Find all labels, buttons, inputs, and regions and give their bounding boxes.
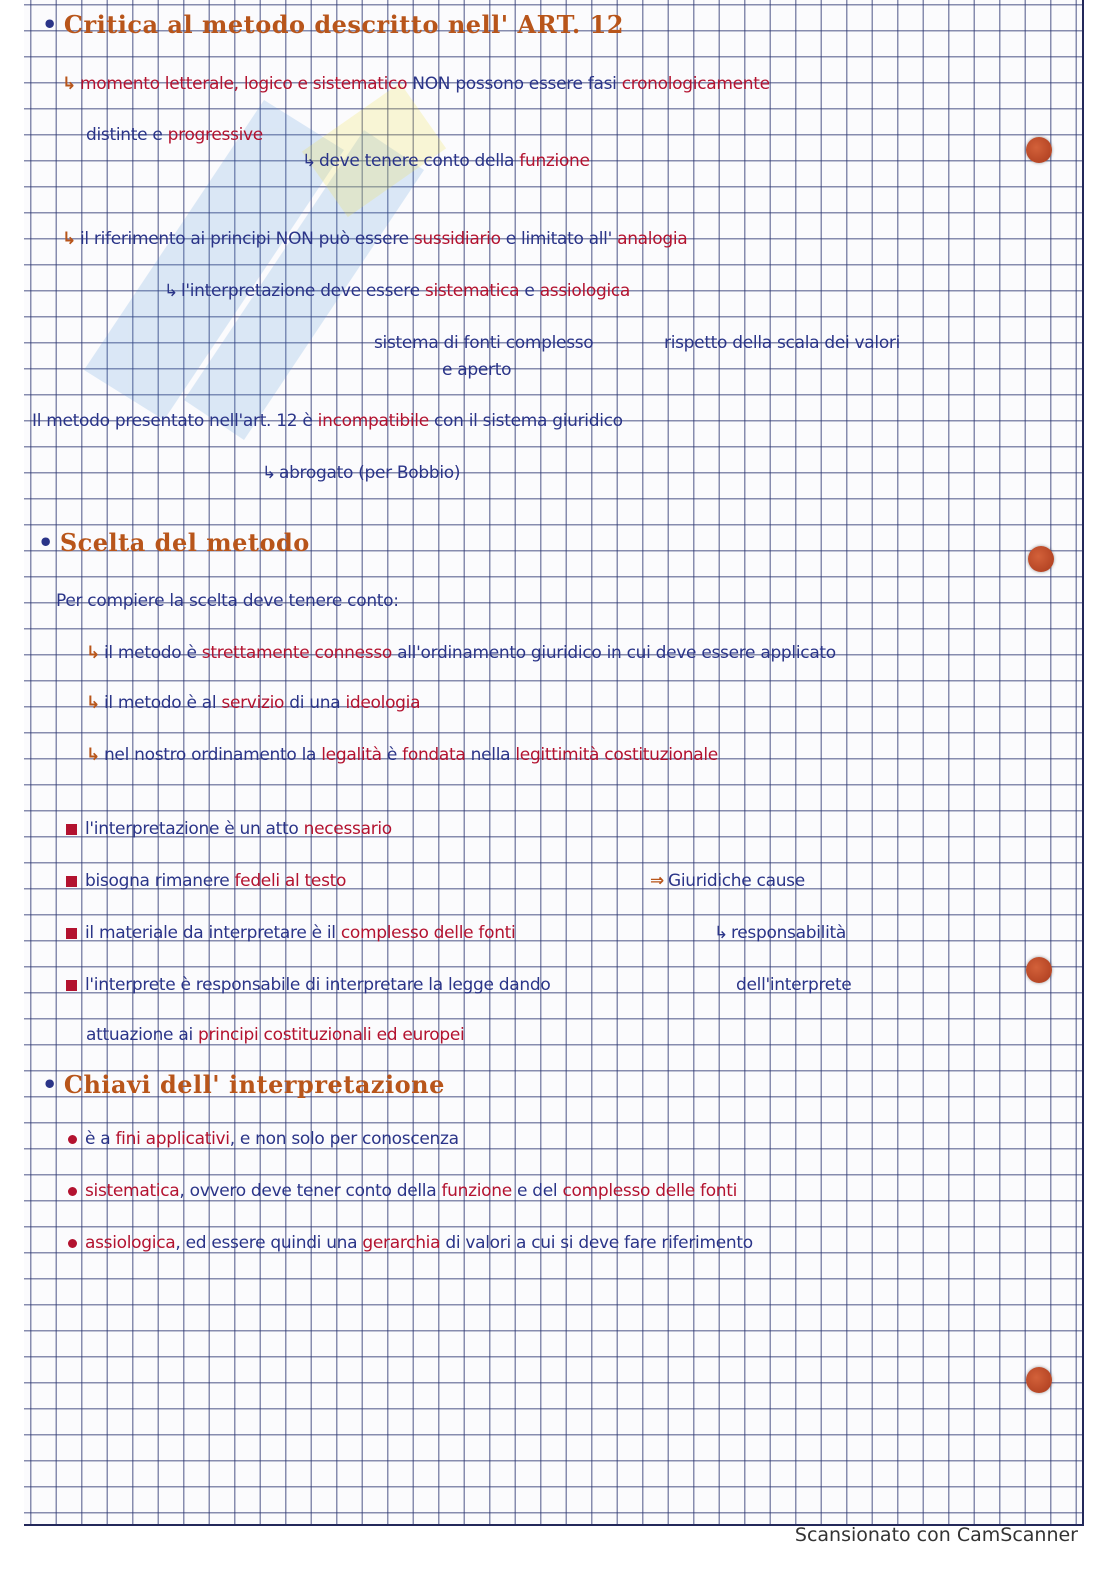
arrow-icon: ↳ (86, 693, 100, 713)
critica-line-6b: rispetto della scala dei valori (664, 333, 901, 353)
scelta-line-1: ↳ il metodo è strettamente connesso all'ordinamento giuridico in cui deve essere applicato (86, 643, 836, 663)
binder-hole (1026, 957, 1052, 983)
bullet-dot: • (38, 528, 54, 557)
bullet-dot: • (42, 10, 58, 39)
camscanner-footer: Scansionato con CamScanner (794, 1524, 1078, 1546)
notebook-page (24, 0, 1084, 1526)
scelta-bullet-1: l'interpretazione è un atto necessario (66, 818, 392, 840)
scelta-intro: Per compiere la scelta deve tenere conto: (56, 591, 399, 611)
chiavi-line-3: assiologica, ed essere quindi una gerarchia di valori a cui si deve fare riferimento (68, 1232, 753, 1254)
scelta-bullet-3: il materiale da interpretare è il complesso delle fonti (66, 922, 515, 944)
arrow-icon: ↳ (164, 281, 178, 301)
heading-chiavi: • Chiavi dell' interpretazione (42, 1070, 445, 1099)
binder-hole (1026, 137, 1052, 163)
square-bullet-icon (66, 980, 77, 991)
critica-line-8: Il metodo presentato nell'art. 12 è incompatibile con il sistema giuridico (32, 411, 623, 431)
arrow-icon: ↳ (62, 74, 76, 94)
critica-line-6a: sistema di fonti complesso (374, 333, 594, 353)
scelta-side-3: dell'interprete (736, 975, 852, 995)
square-bullet-icon (66, 876, 77, 887)
critica-line-5: ↳ l'interpretazione deve essere sistematica e assiologica (164, 281, 631, 301)
chiavi-line-1: è a fini applicativi, e non solo per conoscenza (68, 1128, 459, 1150)
arrow-icon: ↳ (62, 229, 76, 249)
arrow-icon: ↳ (302, 151, 316, 171)
binder-hole (1028, 546, 1054, 572)
heading-scelta: • Scelta del metodo (38, 528, 310, 557)
critica-line-2: distinte e progressive (86, 125, 263, 145)
scelta-side-1: ⇒ Giuridiche cause (650, 871, 805, 891)
scelta-bullet-4: l'interprete è responsabile di interpretare la legge dando (66, 974, 550, 996)
critica-line-7: e aperto (442, 360, 512, 380)
critica-line-9: ↳ abrogato (per Bobbio) (262, 463, 461, 483)
double-arrow-icon: ⇒ (650, 871, 664, 891)
arrow-icon: ↳ (86, 745, 100, 765)
scelta-side-2: ↳ responsabilità (714, 923, 846, 943)
critica-line-3: ↳ deve tenere conto della funzione (302, 151, 590, 171)
arrow-icon: ↳ (86, 643, 100, 663)
critica-line-1: ↳ momento letterale, logico e sistematico NON possono essere fasi cronologicamente (62, 74, 770, 94)
dot-bullet-icon (68, 1187, 77, 1196)
square-bullet-icon (66, 928, 77, 939)
square-bullet-icon (66, 824, 77, 835)
binder-hole (1026, 1367, 1052, 1393)
scelta-bullet-2: bisogna rimanere fedeli al testo (66, 870, 346, 892)
chiavi-line-2: sistematica, ovvero deve tener conto della funzione e del complesso delle fonti (68, 1180, 737, 1202)
dot-bullet-icon (68, 1239, 77, 1248)
dot-bullet-icon (68, 1135, 77, 1144)
arrow-icon: ↳ (714, 923, 728, 943)
critica-line-4: ↳ il riferimento ai principi NON può essere sussidiario e limitato all' analogia (62, 229, 688, 249)
heading-critica: • Critica al metodo descritto nell' ART. 12 (42, 10, 625, 39)
scelta-bullet-4-cont: attuazione ai principi costituzionali ed europei (86, 1025, 465, 1045)
scelta-line-2: ↳ il metodo è al servizio di una ideologia (86, 693, 421, 713)
arrow-icon: ↳ (262, 463, 276, 483)
scelta-line-3: ↳ nel nostro ordinamento la legalità è fondata nella legittimità costituzionale (86, 745, 718, 765)
bullet-dot: • (42, 1070, 58, 1099)
